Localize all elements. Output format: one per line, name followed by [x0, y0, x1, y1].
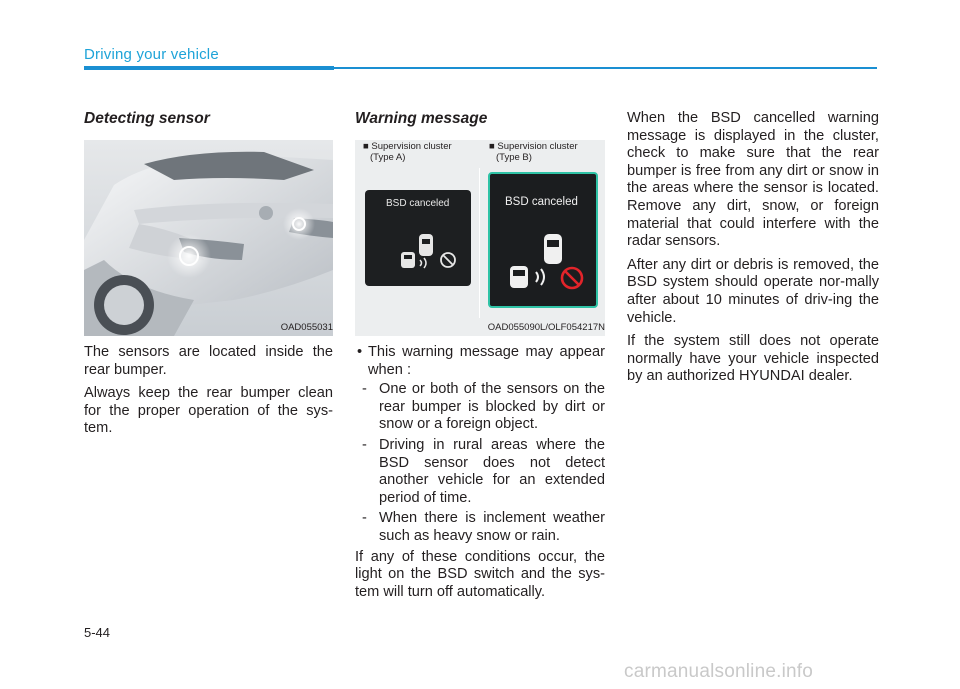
cluster-a-label — [363, 141, 452, 163]
warning-bullet-text: This warning message may appear when : — [368, 344, 605, 378]
right-paragraph-1: When the BSD cancelled warning message is displayed in the cluster, check to make sure that the rear bumper is free from any dirt or snow in the areas where the sensor is located. Remove any dirt, snow, or foreign material that could interfere with the radar sensors. — [627, 110, 879, 250]
dash-marker: - — [362, 381, 367, 398]
rear-bumper-sensor-photo — [84, 140, 333, 336]
cluster-b-label-line-2: (Type B) — [496, 152, 532, 163]
bsd-canceled-icon — [399, 230, 461, 274]
warning-bullet — [355, 344, 605, 379]
cluster-b-label — [489, 141, 578, 163]
section-header-title: Driving your vehicle — [84, 46, 219, 63]
header-rule-thick — [84, 66, 334, 70]
right-paragraph-3: If the system still does not operate normally have your vehicle inspected by an authorized HYUNDAI dealer. — [627, 333, 879, 385]
watermark: carmanualsonline.info — [624, 661, 814, 682]
detecting-sensor-heading: Detecting sensor — [84, 110, 210, 127]
warning-message-heading: Warning message — [355, 110, 488, 127]
bullet-dot: • — [357, 344, 363, 360]
dash-marker: - — [362, 436, 367, 453]
page-number: 5-44 — [84, 625, 111, 640]
left-text-block — [84, 344, 333, 444]
cluster-b-message: BSD canceled — [505, 196, 578, 208]
cluster-a-display — [365, 190, 471, 286]
closing-paragraph: If any of these conditions occur, the light on the BSD switch and the sys-tem will turn off automatically. — [355, 548, 605, 600]
condition-item-3 — [355, 510, 605, 545]
condition-text-3: When there is inclement weather such as heavy snow or rain. — [379, 510, 605, 544]
left-paragraph-1: The sensors are located inside the rear bumper. — [84, 344, 333, 378]
cluster-a-message: BSD canceled — [386, 198, 450, 209]
middle-image-code: OAD055090L/OLF054217N — [487, 322, 605, 333]
right-paragraph-2: After any dirt or debris is removed, the BSD system should operate nor-mally after about 10 minutes of driv-ing the vehicle. — [627, 256, 879, 326]
condition-item-1 — [355, 381, 605, 434]
dash-marker: - — [362, 510, 367, 527]
left-image-code: OAD055031 — [280, 322, 333, 333]
header-rule-thin — [334, 67, 877, 69]
bsd-canceled-icon-large — [506, 232, 588, 298]
cluster-a-label-line-2: (Type A) — [370, 152, 406, 163]
cluster-a-label-line-1: ■ Supervision cluster — [363, 141, 452, 152]
right-text-block — [627, 110, 879, 392]
condition-text-1: One or both of the sensors on the rear bumper is blocked by dirt or snow or a foreign object. — [379, 381, 605, 433]
cluster-illustration — [355, 140, 605, 336]
warning-conditions — [355, 344, 605, 607]
cluster-b-label-line-1: ■ Supervision cluster — [489, 141, 578, 152]
left-paragraph-2: Always keep the rear bumper clean for the proper operation of the sys-tem. — [84, 385, 333, 437]
condition-item-2 — [355, 437, 605, 507]
condition-text-2: Driving in rural areas where the BSD sensor does not detect another vehicle for an extended period of time. — [379, 436, 605, 506]
cluster-b-display — [488, 172, 598, 308]
cluster-divider — [479, 168, 480, 318]
car-rear-illustration — [84, 140, 333, 336]
